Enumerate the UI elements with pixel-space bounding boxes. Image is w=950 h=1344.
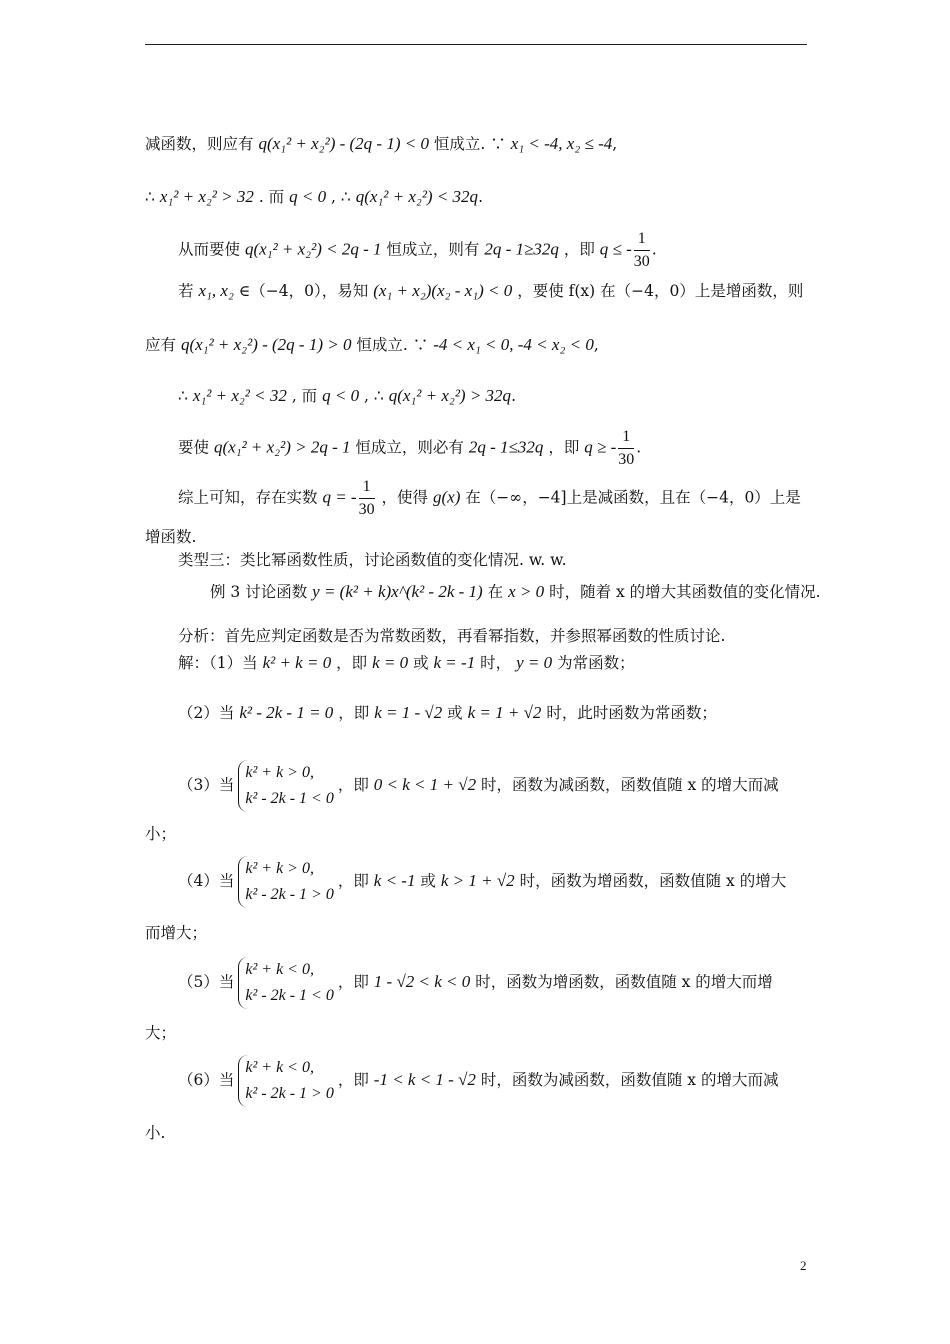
paragraph-line bbox=[145, 1122, 825, 1144]
fraction bbox=[634, 228, 650, 273]
math-expression: -1 < k < 1 - √2 bbox=[373, 1070, 476, 1089]
body-text: 时，函数为减函数，函数值随 x 的增大而减 bbox=[481, 776, 779, 794]
fraction bbox=[618, 426, 634, 471]
math-expression: k = 1 + √2 bbox=[467, 703, 542, 722]
body-text: 要使 bbox=[178, 438, 210, 457]
body-text: ，要使 f(x) 在（−4，0）上是增函数，则 bbox=[517, 282, 804, 300]
section-heading bbox=[178, 549, 858, 571]
paragraph-line bbox=[145, 823, 825, 845]
inequality-system bbox=[238, 760, 333, 812]
fraction-denominator: 30 bbox=[618, 451, 635, 468]
body-text: ，即 bbox=[337, 973, 369, 991]
math-expression: -4 < x₁ < 0, -4 < x₂ < 0 bbox=[433, 335, 594, 354]
page-number: 2 bbox=[800, 1258, 807, 1273]
math-expression: 2q - 1≤32q bbox=[468, 437, 544, 457]
body-text: , 而 bbox=[291, 387, 318, 405]
punctuation: . bbox=[478, 188, 483, 206]
math-expression: q ≤ - bbox=[599, 239, 632, 259]
paragraph-line bbox=[178, 1052, 858, 1108]
body-text: 类型三：类比幂函数性质，讨论函数值的变化情况. w. w. bbox=[178, 551, 567, 569]
system-row: k² - 2k - 1 > 0 bbox=[245, 886, 334, 903]
paragraph-line bbox=[145, 334, 825, 356]
paragraph-line bbox=[178, 853, 858, 909]
math-expression: q < 0 bbox=[322, 386, 360, 405]
math-expression: 0 < k < 1 + √2 bbox=[373, 775, 477, 794]
body-text: 大； bbox=[145, 1024, 177, 1042]
body-text: 时，函数为增函数，函数值随 x 的增大而增 bbox=[475, 973, 773, 991]
system-row: k² + k > 0, bbox=[245, 860, 314, 877]
punctuation: . bbox=[511, 387, 516, 405]
inequality-system bbox=[238, 957, 333, 1009]
paragraph-line bbox=[178, 228, 858, 273]
system-row: k² - 2k - 1 < 0 bbox=[245, 987, 334, 1004]
math-expression: x₁² + x₂² < 32 bbox=[192, 386, 287, 405]
paragraph-line bbox=[145, 922, 825, 944]
fraction-denominator: 30 bbox=[633, 253, 650, 270]
body-text: ，即 bbox=[337, 776, 369, 794]
body-text: ，即 bbox=[336, 654, 368, 672]
body-text: （4）当 bbox=[178, 872, 235, 890]
body-text: ，即 bbox=[338, 704, 370, 722]
punctuation: , bbox=[612, 135, 618, 153]
math-expression: k > 1 + √2 bbox=[440, 871, 515, 890]
math-expression: x₁² + x₂² > 32 bbox=[159, 187, 254, 206]
punctuation: , bbox=[593, 336, 599, 354]
fraction-numerator: 1 bbox=[618, 426, 634, 449]
paragraph-line bbox=[178, 280, 858, 302]
math-expression: q(x₁² + x₂²) - (2q - 1) < 0 bbox=[258, 134, 429, 153]
body-text: 为常函数； bbox=[557, 654, 635, 672]
body-text: 恒成立，则有 bbox=[386, 240, 480, 259]
body-text: 例 3 讨论函数 bbox=[210, 583, 308, 601]
body-text: 时，此时函数为常函数； bbox=[546, 704, 717, 722]
math-expression: x > 0 bbox=[508, 582, 545, 601]
therefore-symbol: ∴ bbox=[145, 188, 155, 206]
inequality-system bbox=[238, 856, 333, 908]
body-text: 而增大； bbox=[145, 924, 208, 942]
body-text: 时，函数为增函数，函数值随 x 的增大 bbox=[519, 872, 787, 890]
body-text: 从而要使 bbox=[178, 240, 241, 259]
body-text: 分析：首先应判定函数是否为常数函数，再看幂指数，并参照幂函数的性质讨论. bbox=[178, 627, 726, 645]
system-row: k² + k < 0, bbox=[245, 1059, 314, 1076]
punctuation: . bbox=[651, 240, 657, 259]
body-text: ，即 bbox=[337, 1071, 369, 1089]
system-row: k² - 2k - 1 < 0 bbox=[245, 790, 334, 807]
fraction-denominator: 30 bbox=[358, 501, 375, 518]
body-text: ，即 bbox=[548, 438, 580, 457]
system-row: k² + k > 0, bbox=[245, 764, 314, 781]
body-text: . 而 bbox=[258, 188, 285, 206]
paragraph-line bbox=[145, 133, 825, 155]
body-text: （2）当 bbox=[178, 704, 235, 722]
body-text: 增函数. bbox=[145, 528, 197, 546]
body-text: 或 bbox=[420, 872, 436, 890]
math-expression: q = - bbox=[322, 487, 357, 507]
math-expression: q < 0 bbox=[289, 187, 327, 206]
body-text: 综上可知，存在实数 bbox=[178, 488, 318, 507]
body-text: ，即 bbox=[337, 872, 369, 890]
math-expression: k² - 2k - 1 = 0 bbox=[239, 703, 334, 722]
math-expression: q(x₁² + x₂²) > 32q bbox=[388, 386, 512, 405]
paragraph-line bbox=[178, 652, 858, 674]
body-text: , ∴ bbox=[364, 387, 384, 405]
math-expression: k = -1 bbox=[433, 653, 476, 672]
body-text: 恒成立. ∵ bbox=[356, 336, 429, 354]
math-expression: k < -1 bbox=[373, 871, 416, 890]
math-expression: q(x₁² + x₂²) - (2q - 1) > 0 bbox=[180, 335, 352, 354]
math-expression: q(x₁² + x₂²) < 32q bbox=[355, 187, 479, 206]
fraction-numerator: 1 bbox=[634, 228, 650, 251]
body-text: 时，随着 x 的增大其函数值的变化情况. bbox=[549, 583, 821, 601]
body-text: 减函数，则应有 bbox=[145, 135, 254, 153]
math-expression: q ≥ - bbox=[584, 437, 617, 457]
math-expression: k = 0 bbox=[372, 653, 409, 672]
body-text: 若 bbox=[178, 282, 194, 300]
body-text: 或 bbox=[413, 654, 429, 672]
body-text: 小； bbox=[145, 825, 177, 843]
math-expression: 2q - 1≥32q bbox=[484, 239, 559, 259]
body-text: （3）当 bbox=[178, 776, 235, 794]
math-expression: k² + k = 0 bbox=[262, 653, 332, 672]
body-text: 小. bbox=[145, 1124, 166, 1142]
paragraph-line bbox=[145, 1022, 825, 1044]
paragraph-line bbox=[178, 757, 858, 813]
system-row: k² + k < 0, bbox=[245, 961, 314, 978]
body-text: 时，函数为减函数，函数值随 x 的增大而减 bbox=[480, 1071, 779, 1089]
body-text: ，使得 bbox=[381, 488, 429, 507]
body-text: 时， bbox=[480, 654, 512, 672]
fraction bbox=[359, 476, 375, 521]
paragraph-line bbox=[178, 702, 858, 724]
paragraph-line bbox=[178, 426, 858, 471]
math-expression: k = 1 - √2 bbox=[374, 703, 443, 722]
paragraph-line bbox=[178, 625, 858, 647]
math-expression: y = (k² + k)x^(k² - 2k - 1) bbox=[312, 582, 483, 601]
example-line bbox=[210, 581, 890, 603]
inequality-system bbox=[238, 1055, 333, 1107]
body-text: ，即 bbox=[563, 240, 595, 259]
math-expression: x₁ < -4, x₂ ≤ -4 bbox=[510, 134, 613, 153]
body-text: 恒成立，则必有 bbox=[355, 438, 464, 457]
paragraph-line bbox=[145, 526, 825, 548]
body-text: 在 bbox=[487, 583, 504, 601]
paragraph-line bbox=[178, 385, 858, 407]
body-text: （5）当 bbox=[178, 973, 235, 991]
math-expression: y = 0 bbox=[516, 653, 553, 672]
math-expression: (x₁ + x₂)(x₂ - x₁) < 0 bbox=[373, 281, 513, 300]
body-text: ∈（−4，0），易知 bbox=[238, 282, 369, 300]
paragraph-line bbox=[178, 476, 858, 521]
body-text: 恒成立. ∵ bbox=[433, 135, 506, 153]
body-text: （6）当 bbox=[178, 1071, 235, 1089]
system-row: k² - 2k - 1 > 0 bbox=[245, 1085, 334, 1102]
body-text: 在（−∞，−4]上是减函数，且在（−4，0）上是 bbox=[465, 488, 801, 507]
body-text: 应有 bbox=[145, 336, 177, 354]
paragraph-line bbox=[145, 186, 825, 208]
math-expression: g(x) bbox=[432, 487, 461, 507]
body-text: 或 bbox=[447, 704, 463, 722]
fraction-numerator: 1 bbox=[359, 476, 375, 499]
header-rule bbox=[145, 44, 807, 45]
math-expression: x₁, x₂ bbox=[198, 281, 234, 300]
punctuation: . bbox=[636, 438, 642, 457]
body-text: 解：（1）当 bbox=[178, 654, 258, 672]
paragraph-line bbox=[178, 954, 858, 1010]
math-expression: q(x₁² + x₂²) < 2q - 1 bbox=[244, 239, 382, 259]
therefore-symbol: ∴ bbox=[178, 387, 188, 405]
math-expression: q(x₁² + x₂²) > 2q - 1 bbox=[213, 437, 351, 457]
math-expression: 1 - √2 < k < 0 bbox=[373, 972, 471, 991]
body-text: , ∴ bbox=[331, 188, 351, 206]
